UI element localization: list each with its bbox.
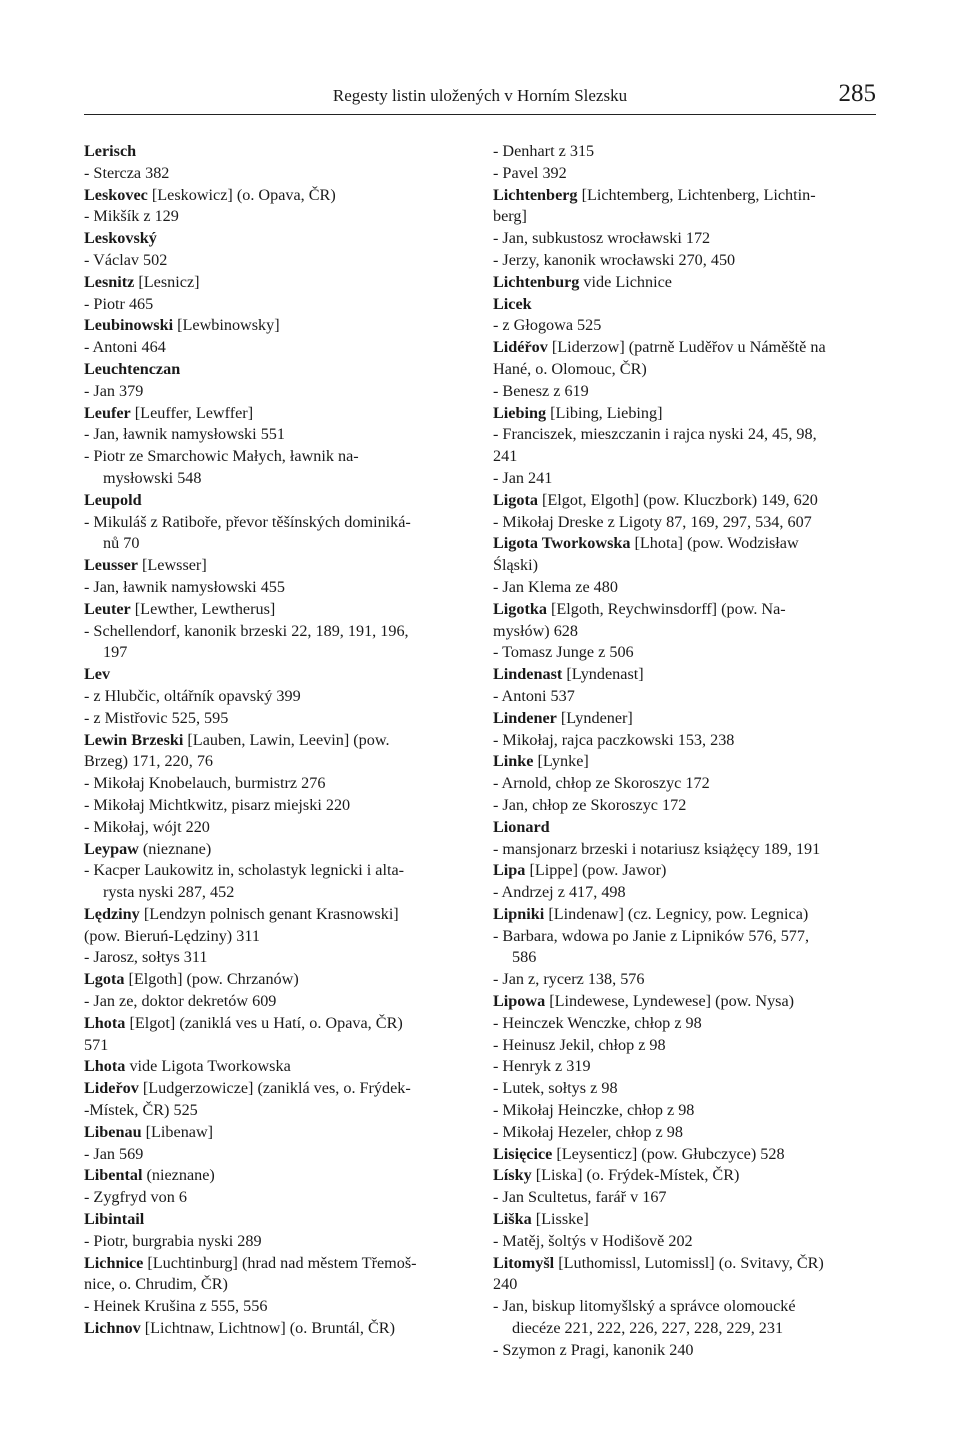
index-subentry: - Jan, ławnik namysłowski 455	[84, 577, 285, 596]
index-subentry: - Jan Scultetus, farář v 167	[493, 1188, 667, 1207]
entry-headword: Lipa	[493, 861, 526, 880]
entry-headword: Liška	[493, 1210, 532, 1229]
index-entry	[493, 599, 875, 621]
entry-detail: [Lichtemberg, Lichtenberg, Lichtin-	[577, 185, 816, 204]
entry-headword: Lideřov	[84, 1079, 139, 1098]
index-entry	[84, 664, 460, 686]
index-entry	[84, 403, 460, 425]
entry-headword: Lerisch	[84, 142, 137, 160]
entry-headword: Lichtenburg	[493, 272, 580, 291]
index-subentry-continuation: diecéze 221, 222, 226, 227, 228, 229, 231	[512, 1319, 784, 1338]
entry-headword: Leuter	[84, 599, 131, 618]
index-subentry: - Mikołaj Dreske z Ligoty 87, 169, 297, 534, 607	[493, 512, 812, 531]
index-subentry: - Andrzej z 417, 498	[493, 883, 626, 902]
index-subentry: - Heinek Krušina z 555, 556	[84, 1297, 268, 1316]
index-subentry: - Jerzy, kanonik wrocławski 270, 450	[493, 250, 736, 269]
index-subentry: - Piotr, burgrabia nyski 289	[84, 1231, 262, 1250]
index-subentry: - z Mistřovic 525, 595	[84, 708, 229, 727]
index-subentry: - Kacper Laukowitz in, scholastyk legnicki i alta-	[84, 861, 405, 880]
index-entry	[493, 294, 875, 316]
entry-headword: Lhota	[84, 1013, 126, 1032]
index-subentry: - Mikołaj Knobelauch, burmistrz 276	[84, 774, 326, 793]
entry-detail: [Lendzyn polnisch genant Krasnowski]	[139, 904, 399, 923]
entry-detail: [Lewsser]	[137, 556, 207, 575]
index-subentry: - Franciszek, mieszczanin i rajca nyski 24, 45, 98,	[493, 425, 817, 444]
entry-headword: Lipowa	[493, 992, 546, 1011]
page-number: 285	[838, 80, 876, 107]
entry-detail: (nieznane)	[138, 839, 212, 858]
index-subentry: - mansjonarz brzeski i notariusz książęcy 189, 191	[493, 839, 821, 858]
entry-headword: Lędziny	[84, 904, 140, 923]
index-entry	[84, 1209, 460, 1231]
entry-detail: [Leuffer, Lewffer]	[130, 403, 254, 422]
entry-headword: Linke	[493, 752, 534, 771]
entry-detail: [Elgoth, Reychwinsdorff] (pow. Na-	[546, 599, 786, 618]
index-entry	[84, 599, 460, 621]
index-entry	[493, 991, 875, 1013]
index-entry	[84, 904, 460, 926]
index-subentry: - Pavel 392	[493, 163, 567, 182]
entry-detail: vide Lichnice	[579, 272, 672, 291]
index-entry-continuation: Hané, o. Olomouc, ČR)	[493, 359, 647, 378]
index-subentry: - Jan z, rycerz 138, 576	[493, 970, 645, 989]
index-entry	[84, 1122, 460, 1144]
entry-detail: [Lisske]	[531, 1210, 589, 1229]
entry-headword: Ligota	[493, 490, 538, 509]
index-subentry-continuation: nů 70	[103, 534, 140, 553]
entry-detail: [Lyndenast]	[562, 665, 644, 684]
index-entry-continuation: berg]	[493, 207, 527, 226]
index-subentry: - Václav 502	[84, 250, 168, 269]
entry-detail: [Lyndener]	[556, 708, 633, 727]
index-subentry: - Piotr 465	[84, 294, 154, 313]
entry-headword: Lichnice	[84, 1253, 144, 1272]
entry-headword: Lísky	[493, 1166, 532, 1185]
entry-headword: Licek	[493, 294, 532, 313]
index-entry	[493, 708, 875, 730]
index-entry	[84, 730, 460, 752]
entry-headword: Lisięcice	[493, 1144, 553, 1163]
index-subentry: - Jan 379	[84, 381, 144, 400]
index-subentry: - Matěj, šoltýs v Hodišově 202	[493, 1231, 693, 1250]
index-entry-continuation: Brzeg) 171, 220, 76	[84, 752, 214, 771]
entry-detail: (nieznane)	[142, 1166, 215, 1185]
entry-headword: Libenau	[84, 1122, 142, 1141]
index-subentry: - Jarosz, sołtys 311	[84, 948, 208, 967]
entry-headword: Lgota	[84, 970, 125, 989]
index-subentry: - Antoni 537	[493, 686, 575, 705]
index-subentry: - Mikołaj Hezeler, chłop z 98	[493, 1122, 683, 1141]
index-entry	[493, 272, 875, 294]
index-subentry: - z Głogowa 525	[493, 316, 602, 335]
entry-detail: [Lichtnaw, Lichtnow] (o. Bruntál, ČR)	[140, 1319, 395, 1338]
entry-detail: [Libing, Liebing]	[546, 403, 663, 422]
index-subentry: - Arnold, chłop ze Skoroszyc 172	[493, 774, 710, 793]
index-subentry: - Antoni 464	[84, 338, 166, 357]
entry-headword: Lesnitz	[84, 272, 135, 291]
index-entry	[493, 1144, 875, 1166]
index-entry-continuation: 240	[493, 1275, 518, 1294]
entry-detail: [Lynke]	[533, 752, 589, 771]
index-entry	[493, 860, 875, 882]
index-subentry: - Jan, chłop ze Skoroszyc 172	[493, 795, 687, 814]
entry-detail: [Luthomissl, Lutomissl] (o. Svitavy, ČR)	[554, 1253, 824, 1272]
entry-detail: [Lewther, Lewtherus]	[130, 599, 276, 618]
index-entry	[493, 490, 875, 512]
entry-headword: Leskovský	[84, 229, 157, 248]
index-entry	[84, 185, 460, 207]
entry-detail: [Lauben, Lawin, Leevin] (pow.	[183, 730, 390, 749]
entry-headword: Libintail	[84, 1210, 145, 1229]
entry-detail: [Liderzow] (patrně Luděřov u Náměště na	[547, 338, 826, 357]
entry-detail: [Leskowicz] (o. Opava, ČR)	[147, 185, 336, 204]
index-subentry: - Jan Klema ze 480	[493, 577, 618, 596]
index-column-right	[493, 141, 875, 1362]
index-subentry: - Mikołaj, wójt 220	[84, 817, 210, 836]
index-entry-continuation: mysłów) 628	[493, 621, 578, 640]
index-entry	[84, 1253, 460, 1275]
entry-headword: Leypaw	[84, 839, 139, 858]
entry-headword: Leuchtenczan	[84, 359, 181, 378]
entry-detail: vide Ligota Tworkowska	[125, 1057, 291, 1076]
index-entry	[84, 1056, 460, 1078]
index-entry-continuation: Śląski)	[493, 556, 538, 575]
index-subentry: - Jan 569	[84, 1144, 144, 1163]
entry-detail: [Elgoth] (pow. Chrzanów)	[124, 970, 299, 989]
index-entry	[493, 1165, 875, 1187]
index-entry	[84, 315, 460, 337]
running-title: Regesty listin uložených v Horním Slezsku	[332, 86, 628, 105]
index-subentry: - Mikołaj Heinczke, chłop z 98	[493, 1101, 695, 1120]
index-entry-continuation: 571	[84, 1035, 109, 1054]
entry-detail: [Lewbinowsky]	[173, 316, 280, 335]
index-subentry: - Lutek, sołtys z 98	[493, 1079, 618, 1098]
index-subentry-continuation: 197	[103, 643, 128, 662]
index-subentry: - Jan, subkustosz wrocławski 172	[493, 229, 711, 248]
entry-headword: Lewin Brzeski	[84, 730, 184, 749]
index-entry	[493, 403, 875, 425]
entry-detail: [Ludgerzowicze] (zaniklá ves, o. Frýdek-	[138, 1079, 411, 1098]
index-entry	[493, 817, 875, 839]
entry-headword: Lhota	[84, 1057, 126, 1076]
entry-headword: Lev	[84, 665, 111, 684]
entry-detail: [Lippe] (pow. Jawor)	[525, 861, 667, 880]
entry-headword: Leupold	[84, 490, 142, 509]
index-entry	[84, 969, 460, 991]
index-subentry-continuation: mysłowski 548	[103, 468, 202, 487]
entry-headword: Leusser	[84, 556, 138, 575]
entry-detail: [Luchtinburg] (hrad nad městem Třemoš-	[143, 1253, 417, 1272]
index-subentry: - Heinczek Wenczke, chłop z 98	[493, 1013, 702, 1032]
entry-detail: [Liska] (o. Frýdek-Místek, ČR)	[531, 1166, 740, 1185]
index-subentry: - Jan, biskup litomyšlský a správce olomoucké	[493, 1297, 796, 1316]
index-subentry: - Zygfryd von 6	[84, 1188, 187, 1207]
index-entry	[84, 555, 460, 577]
index-entry	[493, 337, 875, 359]
entry-headword: Leskovec	[84, 185, 148, 204]
index-subentry: - Benesz z 619	[493, 381, 589, 400]
index-entry	[493, 185, 875, 207]
entry-detail: [Elgot, Elgoth] (pow. Kluczbork) 149, 620	[537, 490, 818, 509]
entry-detail: [Libenaw]	[141, 1122, 214, 1141]
entry-headword: Lindenast	[493, 665, 563, 684]
entry-headword: Lichnov	[84, 1319, 141, 1338]
index-entry-continuation: 241	[493, 447, 518, 466]
entry-headword: Lionard	[493, 817, 550, 836]
index-subentry-continuation: 586	[512, 948, 537, 967]
entry-headword: Lindener	[493, 708, 557, 727]
entry-headword: Lipniki	[493, 904, 545, 923]
index-subentry-continuation: rysta nyski 287, 452	[103, 883, 235, 902]
index-entry	[84, 490, 460, 512]
entry-headword: Leufer	[84, 403, 131, 422]
entry-headword: Leubinowski	[84, 316, 174, 335]
index-entry	[84, 839, 460, 861]
index-subentry: - Mikołaj Michtkwitz, pisarz miejski 220	[84, 795, 351, 814]
index-entry	[84, 1318, 460, 1340]
index-entry	[84, 359, 460, 381]
index-subentry: - Jan ze, doktor dekretów 609	[84, 992, 277, 1011]
index-entry	[493, 904, 875, 926]
index-entry	[84, 141, 460, 163]
index-entry	[84, 1165, 460, 1187]
index-subentry: - Piotr ze Smarchowic Małych, ławnik na-	[84, 447, 359, 466]
index-subentry: - Stercza 382	[84, 163, 170, 182]
entry-detail: [Leysenticz] (pow. Głubczyce) 528	[552, 1144, 785, 1163]
entry-detail: [Lhota] (pow. Wodzisław	[630, 534, 799, 553]
index-entry	[84, 272, 460, 294]
entry-headword: Litomyšl	[493, 1253, 555, 1272]
index-subentry: - Barbara, wdowa po Janie z Lipników 576, 577,	[493, 926, 810, 945]
index-entry	[493, 1253, 875, 1275]
index-subentry: - Denhart z 315	[493, 142, 595, 160]
index-subentry: - Jan 241	[493, 468, 553, 487]
index-column-left	[84, 141, 460, 1340]
entry-detail: [Lindenaw] (cz. Legnicy, pow. Legnica)	[544, 904, 809, 923]
index-entry	[84, 1078, 460, 1100]
index-subentry: - Heinusz Jekil, chłop z 98	[493, 1035, 666, 1054]
index-entry	[493, 664, 875, 686]
entry-headword: Ligota Tworkowska	[493, 534, 631, 553]
index-subentry: - Tomasz Junge z 506	[493, 643, 634, 662]
entry-detail: [Lindewese, Lyndewese] (pow. Nysa)	[545, 992, 795, 1011]
index-entry	[84, 228, 460, 250]
entry-headword: Lichtenberg	[493, 185, 578, 204]
index-entry-continuation: (pow. Bieruń-Lędziny) 311	[84, 926, 260, 945]
index-entry	[493, 751, 875, 773]
entry-detail: [Lesnicz]	[134, 272, 200, 291]
entry-headword: Lidéřov	[493, 338, 548, 357]
running-header	[84, 80, 876, 115]
index-entry	[493, 533, 875, 555]
index-entry-continuation: nice, o. Chrudim, ČR)	[84, 1275, 228, 1294]
index-subentry: - Schellendorf, kanonik brzeski 22, 189, 191, 196,	[84, 621, 409, 640]
index-entry	[493, 1209, 875, 1231]
index-subentry: - Mikuláš z Ratiboře, převor těšínských dominiká-	[84, 512, 411, 531]
entry-headword: Liebing	[493, 403, 547, 422]
index-subentry: - Mikšík z 129	[84, 207, 179, 226]
index-entry-continuation: -Místek, ČR) 525	[84, 1101, 198, 1120]
index-subentry: - Henryk z 319	[493, 1057, 591, 1076]
index-subentry: - z Hlubčic, oltářník opavský 399	[84, 686, 301, 705]
index-subentry: - Mikołaj, rajca paczkowski 153, 238	[493, 730, 735, 749]
index-entry	[84, 1013, 460, 1035]
entry-headword: Ligotka	[493, 599, 547, 618]
index-subentry: - Szymon z Pragi, kanonik 240	[493, 1340, 694, 1359]
index-subentry: - Jan, ławnik namysłowski 551	[84, 425, 285, 444]
entry-headword: Libental	[84, 1166, 143, 1185]
entry-detail: [Elgot] (zaniklá ves u Hatí, o. Opava, ČR)	[125, 1013, 403, 1032]
